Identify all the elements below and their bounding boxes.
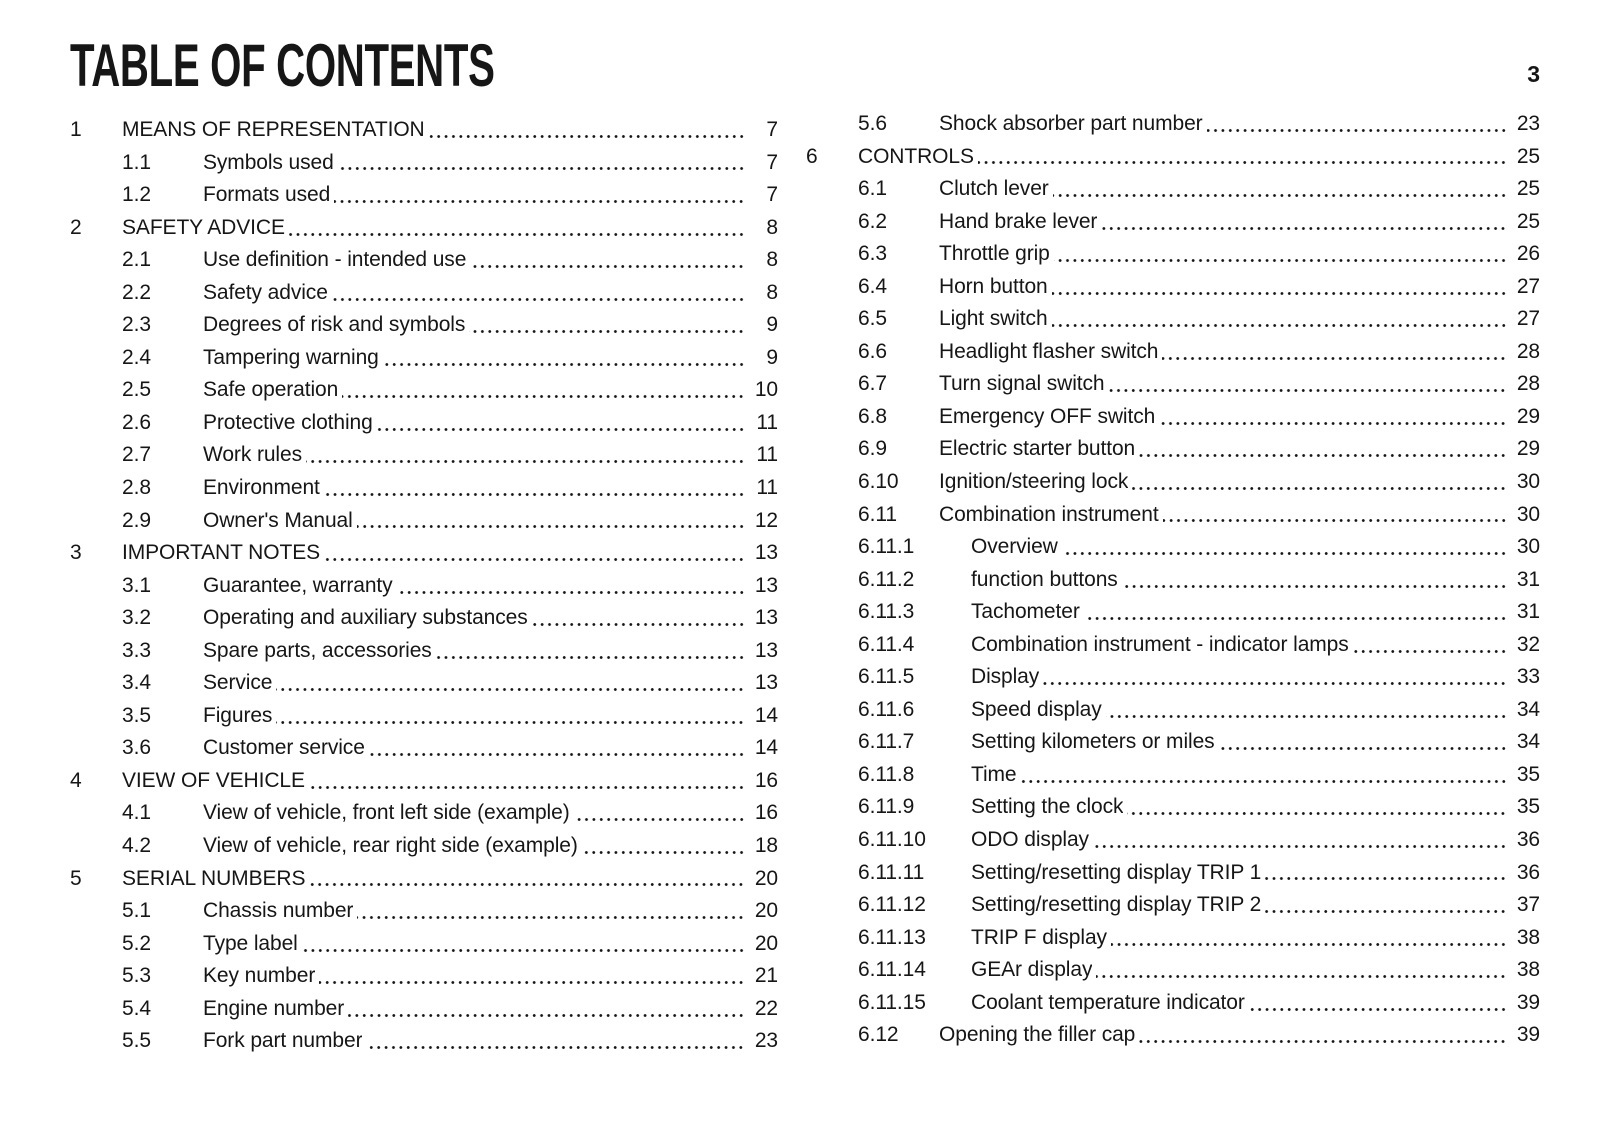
dot-leader: [306, 439, 745, 472]
toc-entry-label: Shock absorber part number: [939, 112, 1203, 135]
toc-entry: [806, 824, 1540, 857]
toc-entry-page: 33: [1516, 665, 1540, 689]
toc-entry-label: Light switch: [939, 307, 1048, 331]
dot-leader: [1127, 791, 1507, 824]
dot-leader: [469, 309, 745, 342]
toc-entry-page: 14: [754, 736, 778, 760]
toc-entry-number: 6.8: [858, 404, 887, 428]
dot-leader: [1207, 108, 1507, 141]
toc-entry-number: 3.6: [122, 736, 151, 760]
toc-entry-number: 6.1: [858, 177, 887, 201]
toc-entry: [70, 765, 778, 798]
toc-entry: [806, 303, 1540, 336]
toc-entry-number: 2.9: [122, 508, 151, 532]
toc-entry-number: 5.5: [122, 1029, 151, 1053]
toc-entry-page: 11: [756, 476, 778, 500]
toc-entry-label: Setting/resetting display TRIP 1: [971, 860, 1262, 884]
toc-entry-label: Fork part number: [203, 1029, 363, 1053]
toc-entry: [806, 791, 1540, 824]
toc-entry: [806, 596, 1540, 629]
toc-entry-page: 20: [754, 866, 778, 890]
toc-entry-page: 9: [766, 345, 778, 369]
dot-leader: [276, 700, 745, 733]
toc-entry: [70, 342, 778, 375]
toc-entry-label: TRIP F display: [971, 925, 1107, 949]
toc-entry-label: Ignition/steering lock: [939, 470, 1129, 494]
toc-entry-page: 35: [1516, 795, 1540, 819]
toc-entry-number: 6.2: [858, 209, 887, 233]
toc-entry-page: 13: [754, 573, 778, 597]
toc-entry-page: 8: [766, 215, 778, 239]
dot-leader: [309, 863, 745, 896]
toc-entry-label: Horn button: [939, 274, 1048, 298]
toc-entry-number: 6.11.13: [858, 925, 926, 949]
toc-entry-page: 20: [754, 931, 778, 955]
toc-entry-number: 6.11.10: [858, 828, 926, 852]
toc-entry-label: Time: [971, 762, 1017, 786]
dot-leader: [1052, 271, 1507, 304]
toc-entry-page: 13: [754, 671, 778, 695]
toc-entry-page: 37: [1516, 893, 1540, 917]
toc-entry-page: 31: [1516, 600, 1540, 624]
toc-entry: [70, 244, 778, 277]
toc-entry-number: 1.1: [122, 150, 151, 174]
toc-entry-label: Figures: [203, 703, 273, 727]
toc-entry-label: Service: [203, 671, 273, 695]
dot-leader: [1054, 238, 1507, 271]
page-title: TABLE OF CONTENTS: [70, 32, 495, 99]
toc-entry-label: Tachometer: [971, 600, 1080, 624]
toc-entry-label: Operating and auxiliary substances: [203, 606, 528, 630]
toc-entry: [70, 700, 778, 733]
toc-entry: [806, 987, 1540, 1020]
toc-entry-page: 29: [1516, 437, 1540, 461]
toc-entry-page: 29: [1516, 404, 1540, 428]
toc-entry: [806, 108, 1540, 141]
toc-entry: [806, 889, 1540, 922]
toc-entry-page: 22: [754, 996, 778, 1020]
toc-entry-label: GEAr display: [971, 958, 1093, 982]
toc-entry: [70, 570, 778, 603]
dot-leader: [334, 179, 745, 212]
toc-entry-number: 6.11.3: [858, 600, 915, 624]
toc-entry-number: 6.11.5: [858, 665, 915, 689]
toc-entry: [806, 206, 1540, 239]
dot-leader: [319, 960, 745, 993]
toc-entry-number: 4.1: [122, 801, 151, 825]
toc-entry: [70, 537, 778, 570]
toc-entry-label: Headlight flasher switch: [939, 339, 1159, 363]
toc-entry-page: 25: [1516, 209, 1540, 233]
toc-entry: [806, 922, 1540, 955]
toc-entry-page: 32: [1516, 632, 1540, 656]
dot-leader: [1265, 857, 1507, 890]
toc-entry-number: 4: [70, 768, 82, 792]
toc-entry-number: 2.4: [122, 345, 151, 369]
toc-entry-page: 13: [754, 541, 778, 565]
toc-entry: [70, 212, 778, 245]
toc-entry-number: 6.11.6: [858, 697, 915, 721]
toc-entry-page: 12: [754, 508, 778, 532]
dot-leader: [1043, 661, 1507, 694]
dot-leader: [1163, 499, 1507, 532]
toc-entry: [806, 759, 1540, 792]
toc-entry-page: 27: [1516, 307, 1540, 331]
toc-entry-page: 34: [1516, 697, 1540, 721]
page-number: 3: [1527, 61, 1540, 87]
toc-entry-page: 28: [1516, 339, 1540, 363]
dot-leader: [429, 114, 745, 147]
toc-entry-page: 16: [754, 801, 778, 825]
toc-entry-page: 39: [1516, 990, 1540, 1014]
toc-entry-label: Hand brake lever: [939, 209, 1098, 233]
toc-entry: [70, 505, 778, 538]
toc-entry-label: Throttle grip: [939, 242, 1050, 266]
toc-entry-label: View of vehicle, rear right side (example): [203, 834, 578, 858]
toc-entry: [806, 401, 1540, 434]
toc-entry-number: 2.5: [122, 378, 151, 402]
toc-entry-number: 6.5: [858, 307, 887, 331]
toc-entry: [806, 629, 1540, 662]
toc-entry-page: 9: [766, 313, 778, 337]
toc-entry-number: 6.11: [858, 502, 897, 526]
toc-entry-label: Safe operation: [203, 378, 339, 402]
toc-entry-label: Tampering warning: [203, 345, 379, 369]
toc-entry-number: 3.2: [122, 606, 151, 630]
dot-leader: [1053, 173, 1507, 206]
dot-leader: [574, 797, 745, 830]
toc-entry-page: 18: [754, 834, 778, 858]
toc-entry-number: 5.1: [122, 899, 151, 923]
toc-entry-page: 7: [766, 118, 778, 141]
toc-entry: [70, 895, 778, 928]
toc-entry-page: 23: [754, 1029, 778, 1053]
toc-entry-number: 6.11.8: [858, 762, 915, 786]
dot-leader: [377, 407, 745, 440]
toc-entry-label: Clutch lever: [939, 177, 1049, 201]
toc-entry-label: Guarantee, warranty: [203, 573, 393, 597]
dot-leader: [369, 732, 745, 765]
toc-entry: [806, 466, 1540, 499]
toc-entry-page: 13: [754, 606, 778, 630]
dot-leader: [1219, 726, 1507, 759]
toc-entry: [806, 336, 1540, 369]
toc-entry: [806, 271, 1540, 304]
toc-entry-number: 6.11.1: [858, 535, 915, 559]
toc-entry: [806, 954, 1540, 987]
dot-leader: [1139, 433, 1507, 466]
dot-leader: [1096, 954, 1507, 987]
dot-leader: [1265, 889, 1507, 922]
toc-entry-number: 3.3: [122, 638, 151, 662]
toc-entry: [70, 830, 778, 863]
dot-leader: [1353, 629, 1507, 662]
toc-entry: [70, 147, 778, 180]
toc-entry-number: 5.2: [122, 931, 151, 955]
toc-entry-page: 30: [1516, 535, 1540, 559]
toc-entry: [70, 439, 778, 472]
toc-entry-number: 6.11.11: [858, 860, 925, 884]
toc-entry-label: View of vehicle, front left side (example): [203, 801, 570, 825]
toc-entry-number: 4.2: [122, 834, 151, 858]
dot-leader: [1139, 1019, 1507, 1052]
toc-entry-label: function buttons: [971, 567, 1118, 591]
toc-entry-number: 3: [70, 541, 82, 565]
toc-entry: [806, 694, 1540, 727]
dot-leader: [582, 830, 745, 863]
toc-entry: [70, 928, 778, 961]
dot-leader: [397, 570, 745, 603]
toc-entry-label: Setting/resetting display TRIP 2: [971, 893, 1262, 917]
toc-entry-number: 6.4: [858, 274, 887, 298]
toc-entry-label: Emergency OFF switch: [939, 404, 1156, 428]
dot-leader: [1052, 303, 1507, 336]
toc-entry-label: Coolant temperature indicator: [971, 990, 1245, 1014]
toc-entry-page: 38: [1516, 925, 1540, 949]
toc-entry: [70, 179, 778, 212]
toc-entry-number: 6.11.12: [858, 893, 926, 917]
toc-entry-label: Safety advice: [203, 280, 328, 304]
toc-entry-page: 36: [1516, 828, 1540, 852]
dot-leader: [348, 993, 745, 1026]
toc-entry-number: 3.4: [122, 671, 151, 695]
toc-entry-page: 14: [754, 703, 778, 727]
toc-entry: [70, 407, 778, 440]
toc-entry-label: SAFETY ADVICE: [122, 215, 285, 239]
toc-entry-label: Protective clothing: [203, 410, 373, 434]
dot-leader: [978, 141, 1507, 174]
toc-entry-number: 6.11.15: [858, 990, 926, 1014]
toc-entry-label: MEANS OF REPRESENTATION: [122, 118, 425, 141]
toc-entry-label: VIEW OF VEHICLE: [122, 768, 305, 792]
dot-leader: [302, 928, 745, 961]
toc-entry-label: Turn signal switch: [939, 372, 1105, 396]
toc-entry-number: 5.6: [858, 112, 887, 135]
toc-entry-label: Combination instrument - indicator lamps: [971, 632, 1349, 656]
toc-entry-page: 39: [1516, 1023, 1540, 1047]
toc-entry-label: Owner's Manual: [203, 508, 353, 532]
toc-entry-page: 35: [1516, 762, 1540, 786]
toc-entry-label: Combination instrument: [939, 502, 1159, 526]
dot-leader: [1021, 759, 1508, 792]
toc-entry-page: 13: [754, 638, 778, 662]
dot-leader: [342, 374, 745, 407]
toc-entry-number: 2.6: [122, 410, 151, 434]
toc-entry-number: 3.1: [122, 573, 151, 597]
toc-entry: [806, 433, 1540, 466]
toc-entry-page: 7: [766, 150, 778, 174]
toc-entry-number: 6.11.14: [858, 958, 926, 982]
toc-entry: [70, 993, 778, 1026]
toc-entry: [70, 635, 778, 668]
toc-entry-label: Electric starter button: [939, 437, 1136, 461]
toc-entry-number: 1: [70, 118, 82, 141]
toc-entry-number: 6.10: [858, 470, 899, 494]
toc-entry-page: 8: [766, 280, 778, 304]
toc-entry-number: 5: [70, 866, 82, 890]
toc-entry: [70, 114, 778, 147]
toc-entry: [806, 726, 1540, 759]
dot-leader: [383, 342, 745, 375]
dot-leader: [289, 212, 745, 245]
toc-entry-number: 6.3: [858, 242, 887, 266]
dot-leader: [338, 147, 745, 180]
toc-entry-label: Setting kilometers or miles: [971, 730, 1215, 754]
dot-leader: [1106, 694, 1507, 727]
toc-entry-page: 31: [1516, 567, 1540, 591]
toc-entry-label: Key number: [203, 964, 316, 988]
toc-entry-number: 2.3: [122, 313, 151, 337]
toc-entry-page: 21: [754, 964, 778, 988]
toc-entry-label: Overview: [971, 535, 1058, 559]
toc-entry: [70, 277, 778, 310]
dot-leader: [276, 667, 745, 700]
toc-entry-label: Opening the filler cap: [939, 1023, 1136, 1047]
dot-leader: [324, 472, 745, 505]
dot-leader: [332, 277, 745, 310]
toc-entry-page: 25: [1516, 177, 1540, 201]
toc-entry-number: 6.11.2: [858, 567, 915, 591]
toc-entry-label: IMPORTANT NOTES: [122, 541, 321, 565]
toc-entry-number: 5.3: [122, 964, 151, 988]
toc-entry-label: Symbols used: [203, 150, 334, 174]
toc-entry-page: 28: [1516, 372, 1540, 396]
toc-entry-label: Work rules: [203, 443, 302, 467]
toc-entry-page: 26: [1516, 242, 1540, 266]
toc-entry-number: 3.5: [122, 703, 151, 727]
dot-leader: [1111, 922, 1507, 955]
toc-entry-label: Display: [971, 665, 1040, 689]
dot-leader: [1162, 336, 1507, 369]
toc-entry-page: 38: [1516, 958, 1540, 982]
toc-columns: [70, 114, 1540, 1058]
toc-entry-number: 2.1: [122, 248, 151, 272]
toc-entry-label: Setting the clock: [971, 795, 1124, 819]
toc-entry-page: 20: [754, 899, 778, 923]
page-header: [70, 32, 1540, 100]
toc-entry-label: Engine number: [203, 996, 345, 1020]
toc-entry-number: 2.8: [122, 476, 151, 500]
toc-entry-number: 6.6: [858, 339, 887, 363]
toc-entry-page: 25: [1516, 144, 1540, 168]
dot-leader: [1101, 206, 1507, 239]
toc-entry-label: Customer service: [203, 736, 365, 760]
toc-entry-page: 36: [1516, 860, 1540, 884]
toc-entry-label: Spare parts, accessories: [203, 638, 432, 662]
toc-entry-number: 6.11.9: [858, 795, 915, 819]
toc-entry: [70, 374, 778, 407]
toc-entry-label: Speed display: [971, 697, 1102, 721]
toc-entry: [70, 667, 778, 700]
dot-leader: [1159, 401, 1507, 434]
toc-entry-number: 6: [806, 144, 818, 168]
toc-entry-label: Formats used: [203, 183, 331, 207]
toc-entry-page: 11: [756, 443, 778, 467]
toc-entry-number: 6.12: [858, 1023, 899, 1047]
toc-entry: [806, 857, 1540, 890]
toc-entry-number: 6.9: [858, 437, 887, 461]
toc-entry-number: 5.4: [122, 996, 151, 1020]
toc-entry-label: Use definition - intended use: [203, 248, 467, 272]
toc-entry: [70, 309, 778, 342]
dot-leader: [436, 635, 745, 668]
toc-entry-page: 30: [1516, 470, 1540, 494]
toc-entry-page: 27: [1516, 274, 1540, 298]
toc-entry-label: Degrees of risk and symbols: [203, 313, 466, 337]
toc-entry-number: 2: [70, 215, 82, 239]
toc-entry-number: 6.11.7: [858, 730, 915, 754]
toc-entry: [70, 863, 778, 896]
dot-leader: [309, 765, 745, 798]
toc-entry-page: 10: [754, 378, 778, 402]
toc-entry: [70, 602, 778, 635]
toc-entry-page: 23: [1516, 112, 1540, 135]
toc-entry: [70, 797, 778, 830]
toc-entry: [806, 531, 1540, 564]
dot-leader: [357, 895, 745, 928]
toc-entry-number: 2.7: [122, 443, 151, 467]
toc-entry-page: 16: [754, 768, 778, 792]
toc-entry-page: 34: [1516, 730, 1540, 754]
toc-column-left: [70, 114, 778, 1058]
toc-entry-number: 2.2: [122, 280, 151, 304]
dot-leader: [1122, 564, 1507, 597]
toc-entry-page: 30: [1516, 502, 1540, 526]
dot-leader: [324, 537, 745, 570]
toc-entry: [70, 732, 778, 765]
toc-entry-page: 8: [766, 248, 778, 272]
toc-entry-page: 11: [756, 410, 778, 434]
toc-entry: [806, 141, 1540, 174]
toc-entry-label: Environment: [203, 476, 320, 500]
toc-entry: [70, 1025, 778, 1058]
toc-entry: [70, 960, 778, 993]
dot-leader: [1084, 596, 1507, 629]
dot-leader: [366, 1025, 745, 1058]
dot-leader: [357, 505, 745, 538]
toc-entry-label: CONTROLS: [858, 144, 974, 168]
toc-entry: [806, 1019, 1540, 1052]
toc-entry-number: 6.7: [858, 372, 887, 396]
toc-entry-label: SERIAL NUMBERS: [122, 866, 306, 890]
toc-column-right: [806, 108, 1540, 1058]
toc-entry-number: 6.11.4: [858, 632, 915, 656]
toc-entry-number: 1.2: [122, 183, 151, 207]
toc-entry-label: ODO display: [971, 828, 1089, 852]
dot-leader: [1249, 987, 1507, 1020]
toc-entry-page: 7: [766, 183, 778, 207]
toc-entry: [806, 564, 1540, 597]
dot-leader: [1108, 368, 1507, 401]
toc-entry: [806, 661, 1540, 694]
toc-entry-label: Chassis number: [203, 899, 354, 923]
dot-leader: [532, 602, 745, 635]
toc-entry: [70, 472, 778, 505]
toc-entry: [806, 173, 1540, 206]
dot-leader: [1062, 531, 1507, 564]
dot-leader: [1132, 466, 1507, 499]
toc-entry: [806, 368, 1540, 401]
toc-entry-label: Type label: [203, 931, 298, 955]
toc-entry: [806, 238, 1540, 271]
dot-leader: [1093, 824, 1507, 857]
toc-entry: [806, 499, 1540, 532]
dot-leader: [470, 244, 745, 277]
